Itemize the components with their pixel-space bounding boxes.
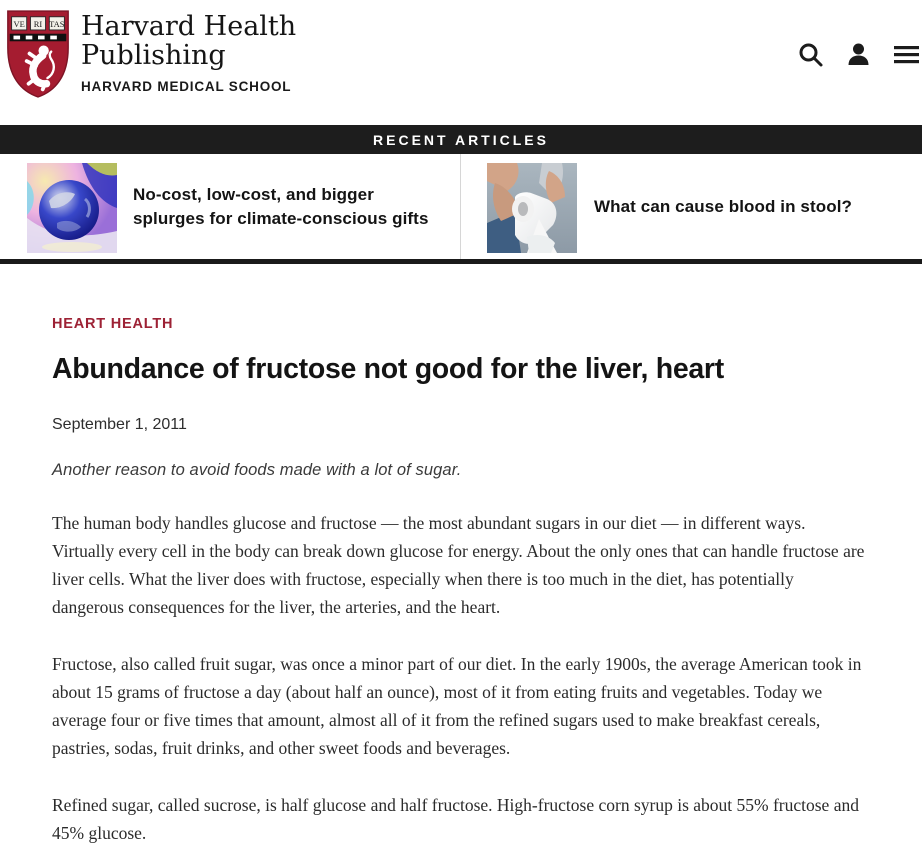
- site-header: [0, 0, 922, 125]
- article-paragraph: The human body handles glucose and fructose — the most abundant sugars in our diet — in different ways. Virtually every cell in the body can break down glucose for energy. About the only ones that can handle fructose are liver cells. What the liver does with fructose, especially when there is too much in the diet, has potentially dangerous consequences for the liver, the arteries, and the heart.: [52, 513, 865, 617]
- harvard-shield-icon: [5, 8, 71, 100]
- svg-text:VE: VE: [13, 19, 25, 30]
- teaser-article-blood-in-stool[interactable]: [461, 154, 922, 259]
- teaser-title: No-cost, low-cost, and bigger splurges for climate-conscious gifts: [133, 184, 429, 228]
- glass-globe-image: [27, 163, 117, 253]
- checkered-band: [10, 34, 67, 42]
- veritas-books: [12, 17, 65, 30]
- teaser-article-climate-gifts[interactable]: [0, 154, 461, 259]
- svg-text:RI: RI: [33, 19, 43, 30]
- svg-text:TAS: TAS: [49, 19, 65, 30]
- toilet-paper-image: [487, 163, 577, 253]
- logo-text: [81, 8, 296, 94]
- article-title: Abundance of fructose not good for the liver, heart: [52, 353, 724, 385]
- logo-title: Harvard Health Publishing: [81, 11, 297, 71]
- article-date: September 1, 2011: [52, 416, 187, 433]
- teaser-title: What can cause blood in stool?: [594, 196, 853, 216]
- account-icon[interactable]: [845, 41, 872, 68]
- menu-icon[interactable]: [893, 41, 920, 68]
- search-icon[interactable]: [797, 41, 824, 68]
- recent-articles-bar: [0, 125, 922, 154]
- header-icons: [797, 41, 920, 68]
- recent-articles-row: [0, 154, 922, 259]
- article-category-link[interactable]: HEART HEALTH: [52, 316, 174, 332]
- logo-subtitle: HARVARD MEDICAL SCHOOL: [81, 79, 292, 94]
- harvard-health-logo[interactable]: [5, 8, 296, 100]
- article: [0, 264, 922, 847]
- article-paragraph: Fructose, also called fruit sugar, was once a minor part of our diet. In the early 1900s, the average American took in about 15 grams of fructose a day (about half an ounce), most of it from eating fruits and vegetables. Today we average four or five times that amount, almost all of it from the refined sugars used to make breakfast cereals, pastries, sodas, fruit drinks, and other sweet foods and beverages.: [52, 654, 862, 758]
- article-paragraph: Refined sugar, called sucrose, is half glucose and half fructose. High-fructose corn syrup is about 55% fructose and 45% glucose.: [52, 795, 859, 843]
- article-deck: Another reason to avoid foods made with a lot of sugar.: [52, 461, 462, 479]
- recent-articles-label: RECENT ARTICLES: [373, 131, 549, 148]
